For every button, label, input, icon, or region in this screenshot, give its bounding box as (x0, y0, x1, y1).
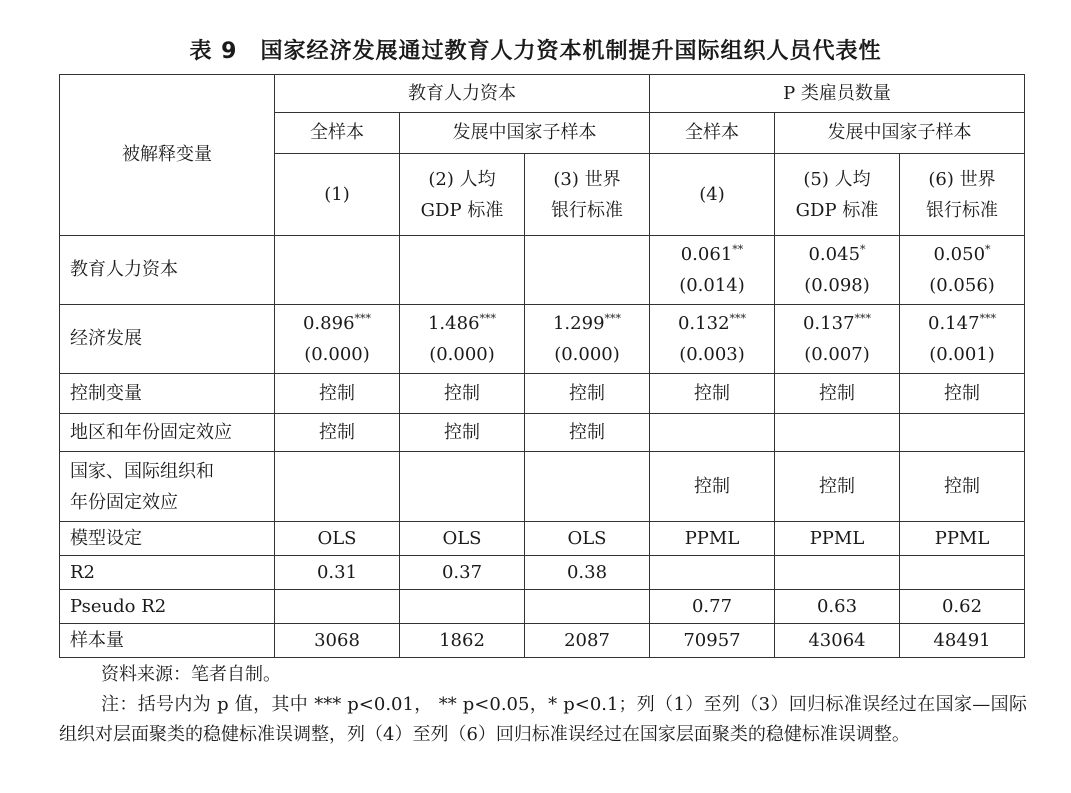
table-cell: 70957 (650, 624, 775, 658)
table-cell: 控制 (650, 452, 775, 522)
coefficient-cell: 0.132*** (0.003) (650, 305, 775, 374)
row-label-country-org-year-fe: 国家、国际组织和 年份固定效应 (60, 452, 275, 522)
table-cell (650, 414, 775, 452)
source-note: 资料来源：笔者自制。 (101, 664, 281, 685)
table-cell: 0.77 (650, 590, 775, 624)
sample-header-full-1: 全样本 (275, 113, 400, 154)
table-row-economic-development (60, 305, 1025, 374)
table-cell: 控制 (525, 414, 650, 452)
table-cell: PPML (775, 522, 900, 556)
table-cell: 0.31 (275, 556, 400, 590)
coefficient-cell: 1.486*** (0.000) (400, 305, 525, 374)
column-header-5: (5) 人均 GDP 标准 (775, 154, 900, 236)
table-cell: 控制 (775, 374, 900, 414)
row-label-economic-development: 经济发展 (60, 305, 275, 374)
table-cell (900, 556, 1025, 590)
table-cell: 控制 (275, 414, 400, 452)
table-row-model (60, 522, 1025, 556)
sample-header-full-2: 全样本 (650, 113, 775, 154)
table-row-controls (60, 374, 1025, 414)
table-cell: 0.63 (775, 590, 900, 624)
table-row-pseudo-r2 (60, 590, 1025, 624)
dependent-variable-header: 被解释变量 (60, 75, 275, 236)
table-cell (275, 452, 400, 522)
coefficient-cell: 0.050* (0.056) (900, 236, 1025, 305)
sample-header-developing-1: 发展中国家子样本 (400, 113, 650, 154)
row-label-education-capital: 教育人力资本 (60, 236, 275, 305)
table-note: 注：括号内为 p 值，其中 *** p<0.01， ** p<0.05，* p<0.1；列（1）至列（3）回归标准误经过在国家—国际组织对层面聚类的稳健标准误调整，列（4）至列（6）回归标准误经过在国家层面聚类的稳健标准误调整。 (59, 694, 1027, 745)
table-cell: 1862 (400, 624, 525, 658)
table-cell: PPML (900, 522, 1025, 556)
coefficient-cell: 1.299*** (0.000) (525, 305, 650, 374)
table-cell: 48491 (900, 624, 1025, 658)
table-cell: 0.38 (525, 556, 650, 590)
table-cell (275, 590, 400, 624)
table-cell (525, 590, 650, 624)
row-label-r2: R2 (60, 556, 275, 590)
cell-empty (525, 236, 650, 305)
regression-table (59, 74, 1025, 658)
table-cell: 控制 (900, 452, 1025, 522)
coefficient-cell: 0.147*** (0.001) (900, 305, 1025, 374)
table-cell: 控制 (400, 374, 525, 414)
cell-empty (275, 236, 400, 305)
coefficient-cell: 0.137*** (0.007) (775, 305, 900, 374)
table-cell: 控制 (525, 374, 650, 414)
table-row-education-capital (60, 236, 1025, 305)
table-cell: OLS (275, 522, 400, 556)
table-cell: 控制 (900, 374, 1025, 414)
table-cell: 43064 (775, 624, 900, 658)
column-header-2: (2) 人均 GDP 标准 (400, 154, 525, 236)
table-cell (650, 556, 775, 590)
table-cell (400, 590, 525, 624)
group-header-education: 教育人力资本 (275, 75, 650, 113)
table-row-country-org-year-fe (60, 452, 1025, 522)
table-title: 表 9 国家经济发展通过教育人力资本机制提升国际组织人员代表性 (189, 39, 882, 64)
coefficient-cell: 0.896*** (0.000) (275, 305, 400, 374)
table-cell: OLS (400, 522, 525, 556)
table-cell: 0.37 (400, 556, 525, 590)
header-row-groups (60, 75, 1025, 113)
row-label-pseudo-r2: Pseudo R2 (60, 590, 275, 624)
table-row-r2 (60, 556, 1025, 590)
table-cell: OLS (525, 522, 650, 556)
column-header-1: (1) (275, 154, 400, 236)
coefficient-cell: 0.045* (0.098) (775, 236, 900, 305)
table-cell: 控制 (775, 452, 900, 522)
table-cell: 3068 (275, 624, 400, 658)
row-label-sample-size: 样本量 (60, 624, 275, 658)
table-cell: 控制 (650, 374, 775, 414)
cell-empty (400, 236, 525, 305)
column-header-4: (4) (650, 154, 775, 236)
column-header-3: (3) 世界 银行标准 (525, 154, 650, 236)
table-cell (400, 452, 525, 522)
table-cell (775, 556, 900, 590)
table-cell: 0.62 (900, 590, 1025, 624)
column-header-6: (6) 世界 银行标准 (900, 154, 1025, 236)
group-header-p-staff: P 类雇员数量 (650, 75, 1025, 113)
table-cell: 控制 (400, 414, 525, 452)
coefficient-cell: 0.061** (0.014) (650, 236, 775, 305)
table-cell: PPML (650, 522, 775, 556)
row-label-model: 模型设定 (60, 522, 275, 556)
row-label-region-year-fe: 地区和年份固定效应 (60, 414, 275, 452)
table-cell (900, 414, 1025, 452)
table-cell (525, 452, 650, 522)
table-cell (775, 414, 900, 452)
row-label-controls: 控制变量 (60, 374, 275, 414)
table-cell: 控制 (275, 374, 400, 414)
table-row-sample-size (60, 624, 1025, 658)
table-row-region-year-fe (60, 414, 1025, 452)
table-cell: 2087 (525, 624, 650, 658)
sample-header-developing-2: 发展中国家子样本 (775, 113, 1025, 154)
